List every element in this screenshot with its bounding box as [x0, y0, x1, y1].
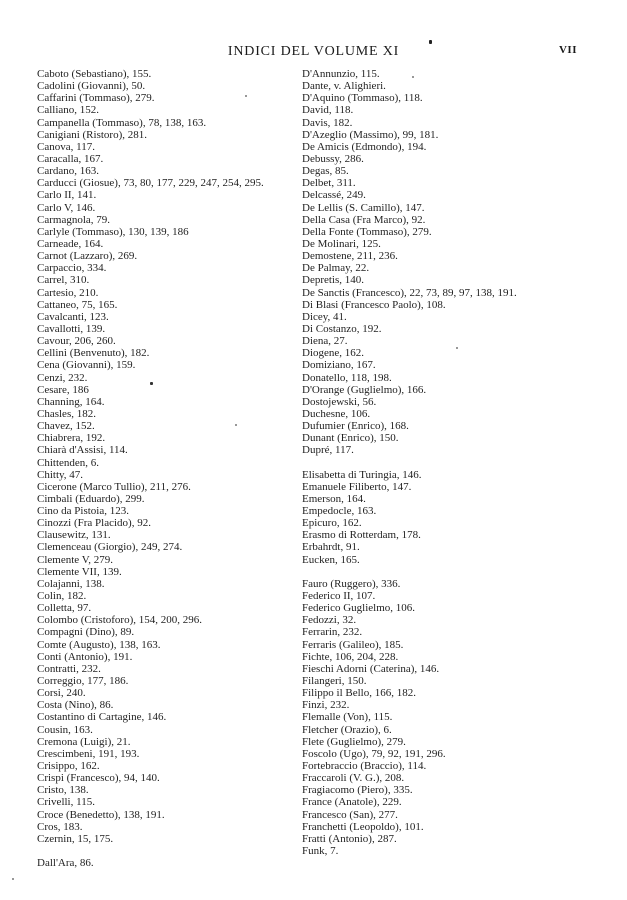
index-entry: Crivelli, 115. — [37, 796, 95, 809]
index-entry: D'Azeglio (Massimo), 99, 181. — [302, 128, 439, 141]
index-entry: Fratti (Antonio), 287. — [302, 832, 397, 845]
index-entry: David, 118. — [302, 104, 354, 117]
index-entry: Fauro (Ruggero), 336. — [302, 577, 401, 590]
index-entry: Clemenceau (Giorgio), 249, 274. — [37, 541, 183, 554]
index-entry: Fortebraccio (Braccio), 114. — [302, 760, 427, 773]
index-entry: Delcassé, 249. — [302, 189, 366, 202]
index-entry: Carlo II, 141. — [37, 189, 97, 202]
index-entry: Franchetti (Leopoldo), 101. — [302, 820, 424, 833]
print-speck — [150, 382, 153, 385]
index-entry: Cenzi, 232. — [37, 371, 88, 384]
index-entry: Cartesio, 210. — [37, 286, 99, 299]
index-entry: Calliano, 152. — [37, 104, 100, 117]
index-entry: Chiarà d'Assisi, 114. — [37, 444, 128, 457]
index-entry: Canova, 117. — [37, 140, 95, 153]
index-entry: Cavour, 206, 260. — [37, 335, 116, 348]
index-entry: Colajanni, 138. — [37, 577, 105, 590]
index-entry: Debussy, 286. — [302, 152, 364, 165]
index-entry: Dunant (Enrico), 150. — [302, 432, 399, 445]
index-entry: Conti (Antonio), 191. — [37, 650, 133, 663]
index-entry: Fragiacomo (Piero), 335. — [302, 784, 413, 797]
index-entry: Czernin, 15, 175. — [37, 832, 114, 845]
page-title: INDICI DEL VOLUME XI — [227, 44, 400, 59]
index-entry: Carducci (Giosue), 73, 80, 177, 229, 247, 254, 295. — [37, 177, 264, 190]
index-entry: Carnot (Lazzaro), 269. — [37, 250, 138, 263]
index-entry: Filangeri, 150. — [302, 675, 367, 688]
index-entry: Depretis, 140. — [302, 274, 365, 287]
index-entry: Fraccaroli (V. G.), 208. — [302, 772, 405, 785]
index-entry: Carmagnola, 79. — [37, 213, 111, 226]
index-entry: Di Blasi (Francesco Paolo), 108. — [302, 298, 446, 311]
index-entry: D'Annunzio, 115. — [302, 68, 380, 80]
index-entry: Carrel, 310. — [37, 274, 90, 287]
index-entry: Dante, v. Alighieri. — [302, 80, 386, 93]
section-gap — [302, 566, 592, 578]
index-entry: Campanella (Tommaso), 78, 138, 163. — [37, 116, 207, 129]
index-entry: Elisabetta di Turingia, 146. — [302, 468, 422, 481]
index-entry: Caracalla, 167. — [37, 152, 104, 165]
index-entry: Clemente V, 279. — [37, 553, 113, 566]
index-entry: De Palmay, 22. — [302, 262, 370, 275]
index-entry: Cristo, 138. — [37, 784, 89, 797]
index-entry: Chiabrera, 192. — [37, 432, 106, 445]
section-gap — [302, 457, 592, 469]
index-entry: Cicerone (Marco Tullio), 211, 276. — [37, 480, 191, 493]
index-entry: Correggio, 177, 186. — [37, 675, 129, 688]
index-entry: Emerson, 164. — [302, 492, 366, 505]
index-entry: Della Fonte (Tommaso), 279. — [302, 225, 432, 238]
index-entry: Chitty, 47. — [37, 468, 84, 481]
index-entry: Ferrarin, 232. — [302, 626, 363, 639]
index-entry: Duchesne, 106. — [302, 407, 371, 420]
index-entry: Funk, 7. — [302, 845, 339, 857]
index-entry: Cavalcanti, 123. — [37, 310, 109, 323]
index-entry: D'Orange (Guglielmo), 166. — [302, 383, 427, 396]
index-entry: Comte (Augusto), 138, 163. — [37, 638, 161, 651]
index-entry: Contratti, 232. — [37, 662, 101, 675]
index-entry: Demostene, 211, 236. — [302, 250, 398, 263]
index-entry: Ferraris (Galileo), 185. — [302, 638, 404, 651]
index-entry: De Amicis (Edmondo), 194. — [302, 140, 427, 153]
index-entry: Costa (Nino), 86. — [37, 699, 114, 712]
index-entry: De Sanctis (Francesco), 22, 73, 89, 97, 138, 191. — [302, 286, 517, 299]
index-entry: Clausewitz, 131. — [37, 529, 111, 542]
index-entry: Foscolo (Ugo), 79, 92, 191, 296. — [302, 747, 446, 760]
index-entry: Dufumier (Enrico), 168. — [302, 420, 409, 433]
index-entry: De Molinari, 125. — [302, 237, 381, 250]
print-speck — [12, 878, 14, 880]
index-entry: Caboto (Sebastiano), 155. — [37, 68, 152, 80]
index-entry: Cena (Giovanni), 159. — [37, 359, 136, 372]
index-entry: Dicey, 41. — [302, 310, 347, 323]
index-entry: Dupré, 117. — [302, 444, 354, 457]
index-entry: Carpaccio, 334. — [37, 262, 107, 275]
index-entry: Carlyle (Tommaso), 130, 139, 186 — [37, 225, 189, 238]
section-gap — [37, 845, 297, 857]
index-entry: Cardano, 163. — [37, 165, 100, 178]
index-entry: Erasmo di Rotterdam, 178. — [302, 529, 421, 542]
index-entry: Donatello, 118, 198. — [302, 371, 392, 384]
index-entry: Diogene, 162. — [302, 347, 365, 360]
index-entry: Domiziano, 167. — [302, 359, 376, 372]
index-entry: Cesare, 186 — [37, 383, 89, 396]
index-entry: Fieschi Adorni (Caterina), 146. — [302, 662, 440, 675]
index-entry: Epicuro, 162. — [302, 517, 362, 530]
index-entry: Chasles, 182. — [37, 407, 96, 420]
right-index-column — [302, 68, 592, 857]
index-entry: Cavallotti, 139. — [37, 322, 106, 335]
print-speck — [235, 424, 237, 426]
index-entry: Cadolini (Giovanni), 50. — [37, 80, 146, 93]
print-speck — [412, 76, 414, 78]
index-entry: Cellini (Benvenuto), 182. — [37, 347, 150, 360]
index-entry: Filippo il Bello, 166, 182. — [302, 687, 416, 700]
left-index-column — [37, 68, 297, 869]
index-entry: Colombo (Cristoforo), 154, 200, 296. — [37, 614, 202, 627]
index-entry: Emanuele Filiberto, 147. — [302, 480, 412, 493]
index-entry: Cino da Pistoia, 123. — [37, 505, 129, 518]
page-number: VII — [558, 44, 577, 56]
index-entry: Fletcher (Orazio), 6. — [302, 723, 392, 736]
print-speck — [245, 95, 247, 97]
index-entry: Davis, 182. — [302, 116, 353, 129]
index-entry: Carlo V, 146. — [37, 201, 96, 214]
index-entry: Crisippo, 162. — [37, 760, 100, 773]
index-entry: Dall'Ara, 86. — [37, 857, 94, 870]
index-entry: Finzi, 232. — [302, 699, 350, 712]
index-entry: Clemente VII, 139. — [37, 565, 122, 578]
index-entry: Flemalle (Von), 115. — [302, 711, 393, 724]
index-entry: Carneade, 164. — [37, 237, 104, 250]
index-entry: De Lellis (S. Camillo), 147. — [302, 201, 425, 214]
index-entry: Croce (Benedetto), 138, 191. — [37, 808, 165, 821]
index-entry: Dostojewski, 56. — [302, 395, 377, 408]
index-entry: Federico Guglielmo, 106. — [302, 602, 416, 615]
index-entry: Crispi (Francesco), 94, 140. — [37, 772, 160, 785]
index-entry: Delbet, 311. — [302, 177, 356, 190]
index-entry: Cimbali (Eduardo), 299. — [37, 492, 145, 505]
index-entry: Erbahrdt, 91. — [302, 541, 360, 554]
index-entry: Cros, 183. — [37, 820, 83, 833]
index-entry: Cattaneo, 75, 165. — [37, 298, 118, 311]
index-entry: Fichte, 106, 204, 228. — [302, 650, 399, 663]
index-entry: Crescimbeni, 191, 193. — [37, 747, 140, 760]
index-entry: Channing, 164. — [37, 395, 105, 408]
index-entry: Eucken, 165. — [302, 553, 360, 566]
index-entry: Flete (Guglielmo), 279. — [302, 735, 406, 748]
print-speck — [456, 347, 458, 349]
index-entry: Corsi, 240. — [37, 687, 86, 700]
index-entry: Cinozzi (Fra Placido), 92. — [37, 517, 151, 530]
index-entry: Diena, 27. — [302, 335, 348, 348]
index-entry: Chittenden, 6. — [37, 456, 100, 469]
print-speck — [429, 40, 432, 44]
index-entry: Caffarini (Tommaso), 279. — [37, 92, 155, 105]
index-entry: Cremona (Luigi), 21. — [37, 735, 131, 748]
index-entry: France (Anatole), 229. — [302, 796, 402, 809]
index-entry: Canigiani (Ristoro), 281. — [37, 128, 147, 141]
index-entry: Empedocle, 163. — [302, 505, 377, 518]
index-entry: Degas, 85. — [302, 165, 349, 178]
index-entry: Cousin, 163. — [37, 723, 93, 736]
index-entry: Colin, 182. — [37, 590, 87, 603]
index-entry: Compagni (Dino), 89. — [37, 626, 135, 639]
index-entry: Colletta, 97. — [37, 602, 92, 615]
index-entry: Fedozzi, 32. — [302, 614, 357, 627]
index-entry: Federico II, 107. — [302, 590, 376, 603]
index-entry: Francesco (San), 277. — [302, 808, 398, 821]
index-entry: D'Aquino (Tommaso), 118. — [302, 92, 423, 105]
index-entry: Della Casa (Fra Marco), 92. — [302, 213, 426, 226]
index-entry: Di Costanzo, 192. — [302, 322, 382, 335]
index-entry: Chavez, 152. — [37, 420, 95, 433]
index-entry: Costantino di Cartagine, 146. — [37, 711, 167, 724]
